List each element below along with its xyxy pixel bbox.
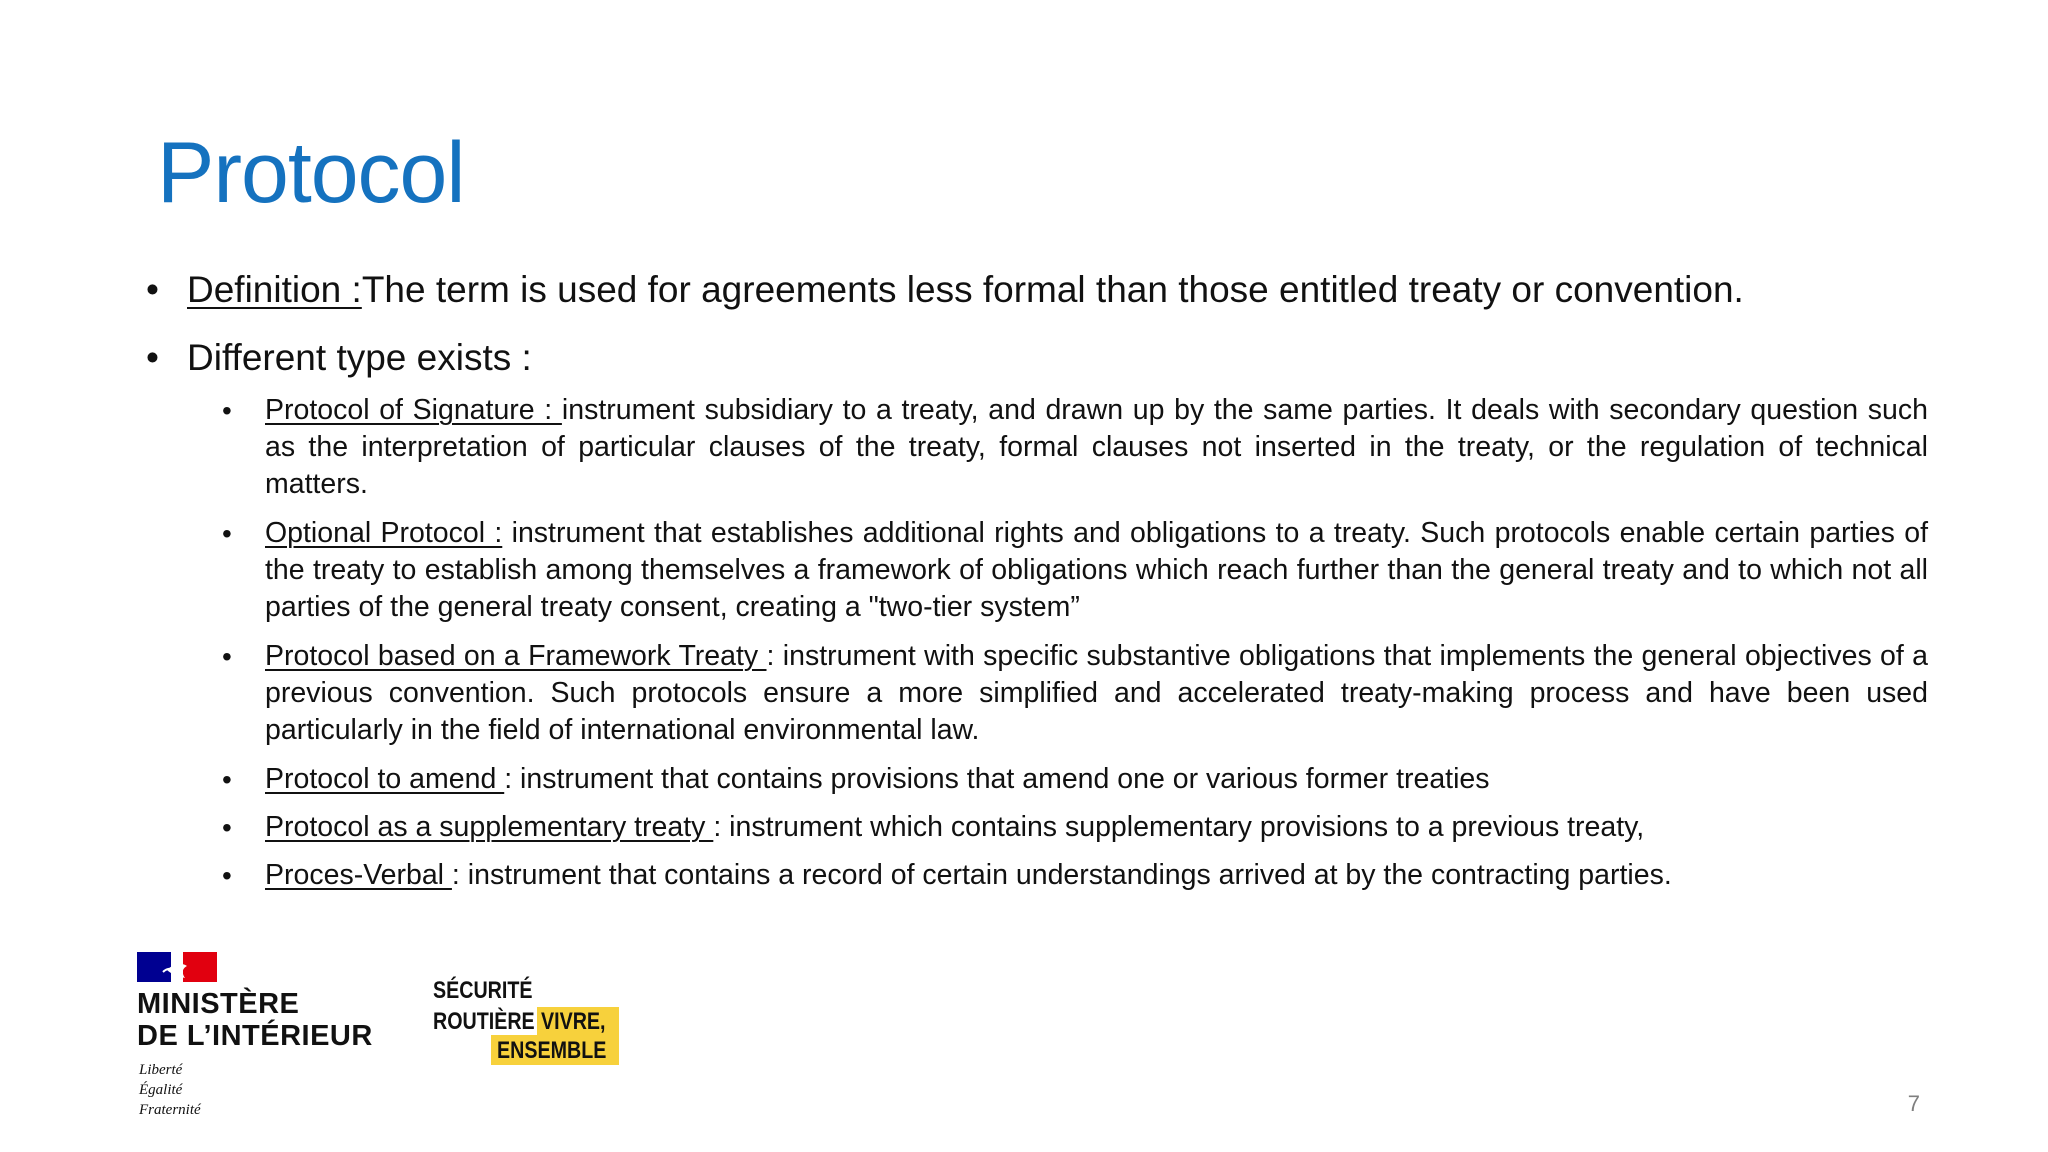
motto-fraternite: Fraternité xyxy=(139,1102,201,1118)
bullet-icon: • xyxy=(222,860,232,891)
securite-routiere-logo xyxy=(431,977,621,1072)
sub-bullet-label: Protocol to amend xyxy=(265,763,505,795)
sub-bullet-body: : instrument that contains a record of certain understandings arrived at by the contracting parties. xyxy=(451,859,1672,891)
sub-bullet-label: Protocol as a supplementary treaty xyxy=(265,811,714,843)
page-number: 7 xyxy=(1907,1091,1920,1116)
ministry-logo xyxy=(137,952,387,1122)
sub-bullet-text xyxy=(265,761,1928,798)
bullet-text: Different type exists : xyxy=(187,337,532,378)
sub-bullet-text xyxy=(265,809,1928,846)
slide-title: Protocol xyxy=(157,125,465,221)
logo-text-vivre: VIVRE, xyxy=(541,1008,606,1035)
sub-bullet-body: : instrument which contains supplementary provisions to a previous treaty, xyxy=(713,811,1645,843)
bullet-icon: • xyxy=(222,812,232,843)
ministry-name xyxy=(137,988,373,1052)
bullet-icon: • xyxy=(146,337,159,378)
logo-text-securite: SÉCURITÉ xyxy=(433,977,533,1004)
sub-bullet-body: : instrument with specific substantive obligations that implements the general objectives of a previous convention. Such protocols ensure a more simplified and accelerated treaty-making process and have been used particularly in the field of international environmental law. xyxy=(265,640,1928,746)
bullet-text xyxy=(187,267,1744,313)
bullet-icon: • xyxy=(222,518,232,549)
sub-bullet-text xyxy=(265,857,1928,894)
logo-text-ensemble: ENSEMBLE xyxy=(497,1037,607,1064)
sub-bullet-text xyxy=(265,515,1928,626)
sub-bullet-label: Protocol of Signature : xyxy=(265,394,562,426)
sub-bullet-body: instrument that establishes additional rights and obligations to a treaty. Such protocols enable certain parties of the treaty to establish among themselves a framework of obligations which reach further than the general treaty and to which not all parties of the general treaty consent, creating a "two-tier system” xyxy=(265,517,1928,623)
bullet-label: Definition : xyxy=(187,269,362,310)
sub-bullet-text xyxy=(265,638,1928,749)
ministry-name-line2: DE L’INTÉRIEUR xyxy=(137,1020,373,1052)
bullet-body: The term is used for agreements less formal than those entitled treaty or convention. xyxy=(361,269,1744,310)
sub-bullet-label: Protocol based on a Framework Treaty xyxy=(265,640,767,672)
motto-egalite: Égalité xyxy=(139,1082,183,1098)
sub-bullet-text xyxy=(265,392,1928,503)
ministry-motto xyxy=(139,1060,201,1120)
sub-bullet-label: Optional Protocol : xyxy=(265,517,503,549)
sub-bullet-body: instrument subsidiary to a treaty, and drawn up by the same parties. It deals with secondary question such as the interpretation of particular clauses of the treaty, formal clauses not inserted in the treaty, or the regulation of technical matters. xyxy=(265,394,1928,500)
bullet-icon: • xyxy=(222,764,232,795)
sub-bullet-body: : instrument that contains provisions that amend one or various former treaties xyxy=(504,763,1490,795)
logo-text-routiere: ROUTIÈRE xyxy=(433,1008,535,1035)
bullet-icon: • xyxy=(222,641,232,672)
ministry-name-line1: MINISTÈRE xyxy=(137,988,300,1020)
sub-bullet-label: Proces-Verbal xyxy=(265,859,452,891)
motto-liberte: Liberté xyxy=(139,1062,183,1078)
marianne-flag-icon xyxy=(137,952,217,982)
bullet-icon: • xyxy=(222,395,232,426)
bullet-icon: • xyxy=(146,269,159,310)
